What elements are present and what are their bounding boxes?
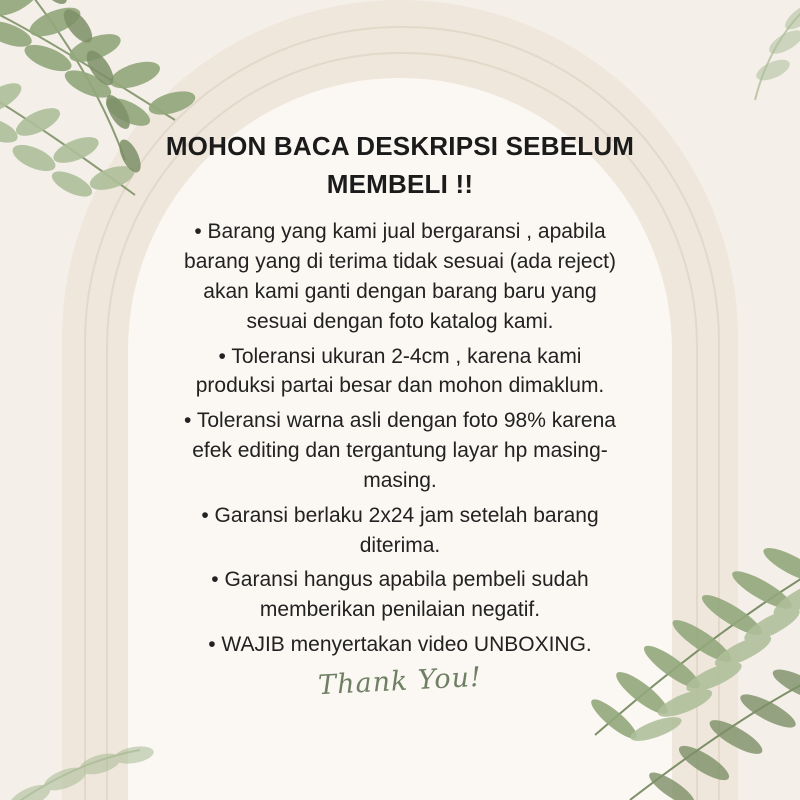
page-title-line-1: MOHON BACA DESKRIPSI SEBELUM [165, 131, 635, 161]
terms-line: • Toleransi ukuran 2-4cm , karena kami [218, 344, 582, 368]
terms-line: masing. [363, 468, 437, 492]
thank-you-signature: Thank You! [317, 661, 483, 702]
terms-line: • Garansi hangus apabila pembeli sudah [211, 568, 589, 592]
terms-line: efek editing dan tergantung layar hp masing- [192, 439, 608, 463]
poster-content [128, 128, 672, 702]
page-title-line-2: MEMBELI !! [326, 168, 474, 199]
page-title [146, 128, 654, 203]
terms-line: sesuai dengan foto katalog kami. [246, 309, 554, 333]
terms-line: memberikan penilaian negatif. [259, 598, 541, 622]
terms-list [134, 217, 666, 659]
terms-line: • Garansi berlaku 2x24 jam setelah barang [201, 503, 599, 527]
terms-line: akan kami ganti dengan barang baru yang [203, 280, 597, 303]
terms-line: • Barang yang kami jual bergaransi , apabila [194, 220, 606, 244]
terms-line: • WAJIB menyertakan video UNBOXING. [208, 632, 592, 656]
terms-line: barang yang di terima tidak sesuai (ada reject) [184, 250, 616, 274]
terms-line: produksi partai besar dan mohon dimaklum. [195, 374, 605, 398]
terms-line: • Toleransi warna asli dengan foto 98% karena [184, 409, 616, 433]
terms-line: diterima. [359, 533, 441, 557]
leaf-sprig-top-right-icon [670, 0, 800, 145]
